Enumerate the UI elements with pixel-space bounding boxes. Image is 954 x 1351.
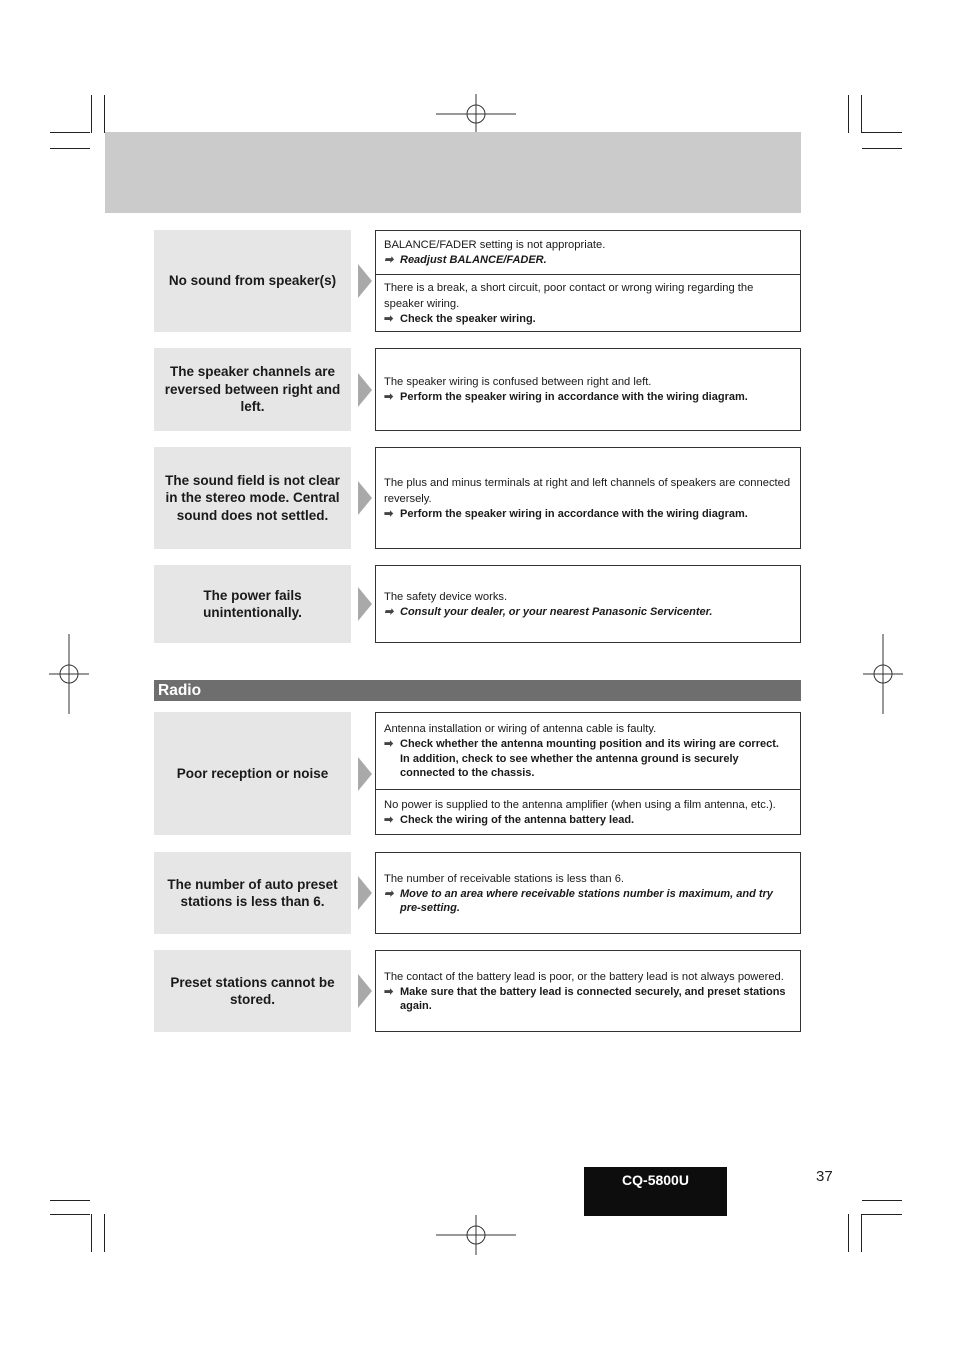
- cause-entry: [376, 713, 800, 789]
- remedy-line: [384, 887, 791, 916]
- cause-entry: [376, 566, 800, 642]
- pointer-arrow-icon: [358, 481, 372, 515]
- arrow-right-icon: ➡: [384, 985, 394, 998]
- symptom-cell: The speaker channels are reversed between right and left.: [154, 348, 351, 431]
- pointer-arrow-icon: [358, 974, 372, 1008]
- arrow-right-icon: ➡: [384, 887, 394, 900]
- cause-remedy-box: [375, 447, 801, 549]
- troubleshoot-row: [154, 565, 801, 643]
- remedy-line: [384, 312, 791, 327]
- arrow-right-icon: ➡: [384, 312, 394, 325]
- model-label: CQ-5800U: [584, 1167, 727, 1216]
- cause-entry: [376, 274, 800, 332]
- cause-entry: [376, 349, 800, 430]
- cause-remedy-box: [375, 712, 801, 835]
- cause-text: The safety device works.: [384, 590, 508, 603]
- remedy-text: Move to an area where receivable stations number is maximum, and try pre-setting.: [400, 887, 773, 914]
- troubleshoot-row: [154, 712, 801, 835]
- troubleshoot-row: [154, 348, 801, 431]
- arrow-right-icon: ➡: [384, 507, 394, 520]
- cause-text: BALANCE/FADER setting is not appropriate.: [384, 239, 606, 251]
- symptom-cell: The number of auto preset stations is less than 6.: [154, 852, 351, 934]
- remedy-line: [384, 813, 791, 828]
- arrow-right-icon: ➡: [384, 605, 394, 618]
- cause-entry: [376, 448, 800, 548]
- cause-text: The number of receivable stations is less than 6.: [384, 872, 625, 885]
- remedy-line: [384, 985, 791, 1014]
- arrow-right-icon: ➡: [384, 738, 394, 751]
- cause-text: The contact of the battery lead is poor, or the battery lead is not always powered.: [384, 970, 784, 983]
- cause-text: No power is supplied to the antenna amplifier (when using a film antenna, etc.).: [384, 798, 776, 811]
- remedy-line: [384, 253, 791, 268]
- symptom-cell: Poor reception or noise: [154, 712, 351, 835]
- cause-remedy-box: [375, 348, 801, 431]
- symptom-cell: The sound field is not clear in the stereo mode. Central sound does not settled.: [154, 447, 351, 549]
- troubleshoot-row: [154, 447, 801, 549]
- remedy-text: Consult your dealer, or your nearest Panasonic Servicenter.: [400, 605, 713, 618]
- cause-text: The plus and minus terminals at right and left channels of speakers are connected reversely.: [384, 476, 791, 505]
- remedy-line: [384, 390, 791, 405]
- pointer-arrow-icon: [358, 373, 372, 407]
- cause-entry: [376, 853, 800, 933]
- remedy-text: Perform the speaker wiring in accordance with the wiring diagram.: [400, 507, 748, 520]
- troubleshoot-row: [154, 852, 801, 934]
- remedy-text: Check whether the antenna mounting position and its wiring are correct. In addition, check to see whether the antenna ground is securely connected to the chassis.: [400, 738, 779, 780]
- cause-remedy-box: [375, 565, 801, 643]
- cause-entry: [376, 789, 800, 834]
- remedy-text: Make sure that the battery lead is connected securely, and preset stations again.: [400, 985, 786, 1012]
- cause-remedy-box: [375, 230, 801, 332]
- arrow-right-icon: ➡: [384, 391, 394, 404]
- section-heading-radio: Radio: [154, 680, 801, 701]
- pointer-arrow-icon: [358, 587, 372, 621]
- cause-entry: [376, 951, 800, 1031]
- remedy-text: Check the wiring of the antenna battery lead.: [400, 813, 635, 826]
- troubleshoot-row: [154, 950, 801, 1032]
- cause-entry: [376, 231, 800, 274]
- pointer-arrow-icon: [358, 876, 372, 910]
- registration-mark-top: [436, 94, 516, 134]
- cause-text: The speaker wiring is confused between right and left.: [384, 376, 652, 389]
- remedy-text: Check the speaker wiring.: [400, 312, 536, 325]
- pointer-arrow-icon: [358, 264, 372, 298]
- cause-text: Antenna installation or wiring of antenna cable is faulty.: [384, 723, 657, 736]
- arrow-right-icon: ➡: [384, 813, 394, 826]
- symptom-cell: Preset stations cannot be stored.: [154, 950, 351, 1032]
- header-band: [105, 132, 801, 213]
- registration-mark-left: [49, 634, 89, 714]
- remedy-text: Perform the speaker wiring in accordance with the wiring diagram.: [400, 391, 748, 404]
- arrow-right-icon: ➡: [384, 254, 394, 266]
- symptom-cell: The power fails unintentionally.: [154, 565, 351, 643]
- troubleshoot-row: [154, 230, 801, 332]
- registration-mark-bottom: [436, 1215, 516, 1255]
- cause-remedy-box: [375, 950, 801, 1032]
- remedy-text: Readjust BALANCE/FADER.: [400, 254, 547, 266]
- remedy-line: [384, 737, 791, 781]
- cause-remedy-box: [375, 852, 801, 934]
- remedy-line: [384, 507, 791, 522]
- symptom-cell: No sound from speaker(s): [154, 230, 351, 332]
- registration-mark-right: [863, 634, 903, 714]
- remedy-line: [384, 605, 791, 620]
- page-number: 37: [816, 1168, 833, 1185]
- pointer-arrow-icon: [358, 757, 372, 791]
- cause-text: There is a break, a short circuit, poor contact or wrong wiring regarding the speaker wiring.: [384, 281, 754, 310]
